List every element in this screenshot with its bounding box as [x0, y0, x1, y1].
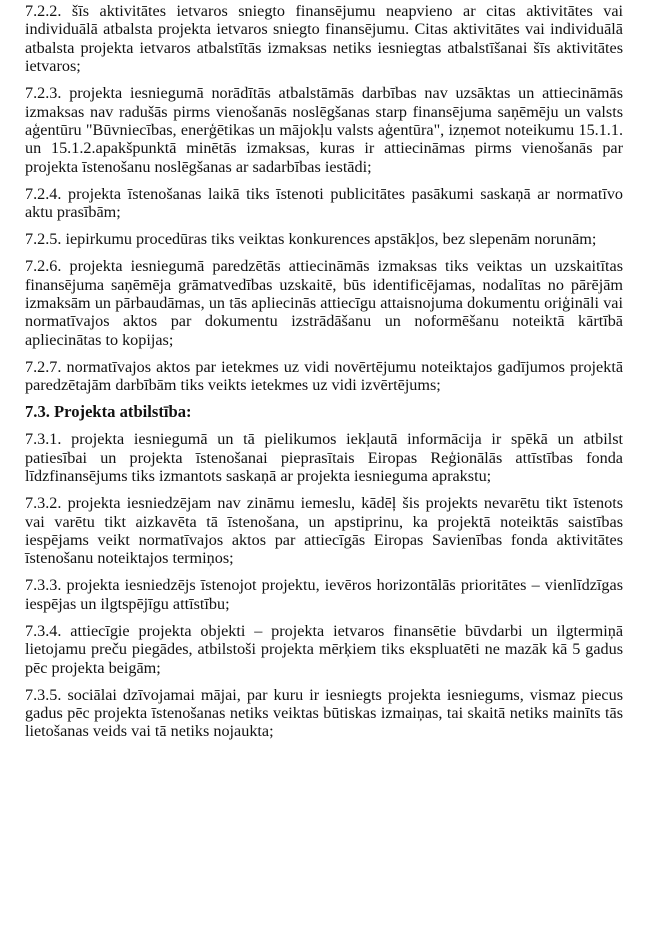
clause-7-2-6 [25, 257, 623, 349]
section-heading: 7.3. Projekta atbilstība: [25, 402, 192, 422]
clause-number: 7.2.2. [25, 2, 62, 20]
clause-number: 7.3.2. [25, 494, 62, 513]
clause-text: projekta iesniegumā norādītās atbalstāmās darbības nav uzsāktas un attiecināmās izmaksas nav radušās pirms vienošanās noslēgšanas starp finansējuma saņēmēju un valsts aģentūru "Būvniecības, enerģētikas un mājokļu valsts aģentūra", izņemot noteikumu 15.1.1. un 15.1.2.apakšpunktā minētās izmaksas, kuras ir attiecināmas pirms vienošanās par projekta īstenošanu noslēgšanas ar sadarbības iestādi; [25, 84, 623, 176]
clause-7-2-5 [25, 230, 623, 248]
clause-number: 7.3.3. [25, 576, 62, 595]
clause-number: 7.3.5. [25, 685, 62, 704]
clause-number: 7.2.6. [25, 257, 62, 276]
clause-text: projekta īstenošanas laikā tiks īstenoti publicitātes pasākumi saskaņā ar normatīvo aktu prasībām; [25, 184, 624, 222]
clause-7-2-3 [25, 84, 623, 176]
clause-7-3-5 [25, 686, 623, 741]
clause-7-3-3 [25, 576, 623, 613]
clause-text: iepirkumu procedūras tiks veiktas konkurences apstākļos, bez slepenām norunām; [65, 230, 597, 249]
clause-7-2-7 [25, 358, 623, 395]
clause-number: 7.2.4. [25, 184, 62, 203]
clause-text: projekta iesniegumā paredzētās attiecināmās izmaksas tiks veiktas un uzskaitītas finansējuma saņēmēja grāmatvedības uzskaitē, būs identificējamas, nodalītas no pārējām izmaksām un pārbaudāmas, un tās apliecinās attiecīgu attaisnojuma dokumentu oriģināli vai normatīvajos aktos par dokumentu izstrādāšanu un noformēšanu noteiktā kārtībā apliecinātas to kopijas; [25, 257, 623, 349]
clause-text: projekta iesniegumā un tā pielikumos iekļautā informācija ir spēkā un atbilst patiesībai un projekta īstenošanai pieprasītais Eiropas Reģionālās attīstības fonda līdzfinansējums tiks izmantots saskaņā ar projekta iesnieguma aprakstu; [25, 430, 623, 486]
clause-7-2-2 [25, 2, 623, 76]
clause-text: projekta iesniedzējs īstenojot projektu, ievēros horizontālās prioritātes – vienlīdzīgas iespējas un ilgtspējīgu attīstību; [25, 576, 623, 613]
clause-number: 7.3.1. [25, 430, 62, 449]
clause-number: 7.2.3. [25, 84, 62, 103]
clause-text: sociālai dzīvojamai mājai, par kuru ir iesniegts projekta iesniegums, vismaz piecus gadus pēc projekta īstenošanas netiks veiktas būtiskas izmaiņas, tai skaitā netiks mainīts tās lietošanas veids vai tā netiks nojaukta; [25, 685, 624, 741]
clause-text: normatīvajos aktos par ietekmes uz vidi novērtējumu noteiktajos gadījumos projektā paredzētajām darbībām tiks veikts ietekmes uz vidi izvērtējums; [25, 357, 623, 395]
clause-7-3-1 [25, 430, 623, 485]
clause-number: 7.3.4. [25, 621, 62, 640]
clause-number: 7.2.5. [25, 230, 62, 249]
clause-7-3-4 [25, 622, 623, 677]
clause-number: 7.2.7. [25, 357, 62, 376]
clause-7-3-2 [25, 494, 623, 568]
clause-text: šīs aktivitātes ietvaros sniegto finansējumu neapvieno ar citas aktivitātes vai individuālā atbalsta projekta ietvaros sniegto finansējumu. Citas aktivitātes vai individuālā atbalsta projekta ietvaros atbalstītās izmaksas netiks iesniegtas atbalstīšanai šīs aktivitātes ietvaros; [25, 2, 624, 76]
clause-text: attiecīgie projekta objekti – projekta ietvaros finansētie būvdarbi un ilgtermiņā lietojamu preču piegādes, atbilstoši projekta mērķiem tiks ekspluatēti ne mazāk kā 5 gadus pēc projekta beigām; [25, 621, 623, 677]
clause-text: projekta iesniedzējam nav zināmu iemeslu, kādēļ šis projekts nevarētu tikt īstenots vai varētu tikt aizkavēta tā īstenošana, un apstiprinu, ka projektā noteiktās saistības iespējams veikt normatīvajos aktos par attiecīgās Eiropas Savienības fonda aktivitātes īstenošanu noteiktajos termiņos; [25, 494, 623, 568]
clause-7-2-4 [25, 185, 623, 222]
